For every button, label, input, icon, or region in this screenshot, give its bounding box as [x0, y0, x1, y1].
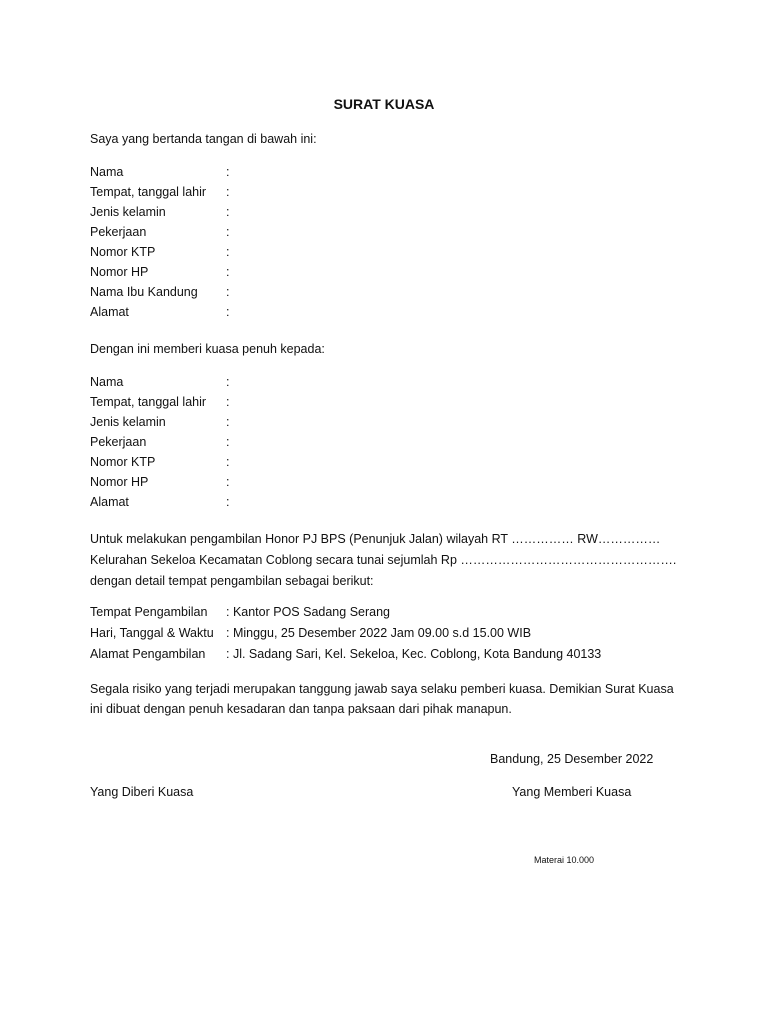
grantor-name-colon: :: [226, 165, 230, 179]
document-title: SURAT KUASA: [333, 96, 435, 112]
grantor-name-label: Nama: [90, 165, 124, 179]
grantor-gender-colon: :: [226, 205, 230, 219]
grantor-birth-label: Tempat, tanggal lahir: [90, 185, 207, 199]
grantor-job-colon: :: [226, 225, 230, 239]
closing-line-1: Segala risiko yang terjadi merupakan tanggung jawab saya selaku pemberi kuasa. Demikian Surat Kuasa: [90, 682, 674, 696]
grantee-birth-label: Tempat, tanggal lahir: [90, 395, 207, 409]
grantee-ktp-label: Nomor KTP: [90, 455, 156, 469]
grantee-address-label: Alamat: [90, 495, 129, 509]
grantor-hp-label: Nomor HP: [90, 265, 149, 279]
grantor-address-colon: :: [226, 305, 230, 319]
grantee-birth-colon: :: [226, 395, 230, 409]
grantor-gender-label: Jenis kelamin: [90, 205, 166, 219]
closing-line-2: ini dibuat dengan penuh kesadaran dan tanpa paksaan dari pihak manapun.: [90, 702, 512, 716]
grantee-ktp-colon: :: [226, 455, 230, 469]
grantor-ktp-label: Nomor KTP: [90, 245, 156, 259]
grantor-mother-label: Nama Ibu Kandung: [90, 285, 198, 299]
grantor-ktp-colon: :: [226, 245, 230, 259]
grantee-job-colon: :: [226, 435, 230, 449]
grantor-hp-colon: :: [226, 265, 230, 279]
pickup-address-label: Alamat Pengambilan: [90, 647, 206, 661]
grantee-hp-label: Nomor HP: [90, 475, 149, 489]
grantor-birth-colon: :: [226, 185, 230, 199]
grantee-hp-colon: :: [226, 475, 230, 489]
pickup-time-value: : Minggu, 25 Desember 2022 Jam 09.00 s.d 15.00 WIB: [226, 626, 532, 640]
purpose-line-3: dengan detail tempat pengambilan sebagai berikut:: [90, 574, 374, 588]
pickup-place-value: : Kantor POS Sadang Serang: [226, 605, 390, 619]
stamp-label: Materai 10.000: [534, 855, 595, 865]
purpose-line-2: Kelurahan Sekeloa Kecamatan Coblong secara tunai sejumlah Rp …………………………………………….: [90, 553, 677, 567]
pickup-place-label: Tempat Pengambilan: [90, 605, 208, 619]
intro-text: Saya yang bertanda tangan di bawah ini:: [90, 132, 317, 146]
grantee-name-colon: :: [226, 375, 230, 389]
pickup-address-value: : Jl. Sadang Sari, Kel. Sekeloa, Kec. Coblong, Kota Bandung 40133: [226, 647, 602, 661]
grantor-mother-colon: :: [226, 285, 230, 299]
grantor-job-label: Pekerjaan: [90, 225, 147, 239]
pickup-time-label: Hari, Tanggal & Waktu: [90, 626, 214, 640]
grantee-gender-colon: :: [226, 415, 230, 429]
grant-intro-text: Dengan ini memberi kuasa penuh kepada:: [90, 342, 325, 356]
grantee-name-label: Nama: [90, 375, 124, 389]
purpose-line-1: Untuk melakukan pengambilan Honor PJ BPS (Penunjuk Jalan) wilayah RT …………… RW……………: [90, 532, 661, 546]
grantee-signature-label: Yang Diberi Kuasa: [90, 785, 194, 799]
grantee-address-colon: :: [226, 495, 230, 509]
grantee-gender-label: Jenis kelamin: [90, 415, 166, 429]
grantee-job-label: Pekerjaan: [90, 435, 147, 449]
place-date: Bandung, 25 Desember 2022: [490, 752, 654, 766]
grantor-address-label: Alamat: [90, 305, 129, 319]
grantor-signature-label: Yang Memberi Kuasa: [512, 785, 632, 799]
